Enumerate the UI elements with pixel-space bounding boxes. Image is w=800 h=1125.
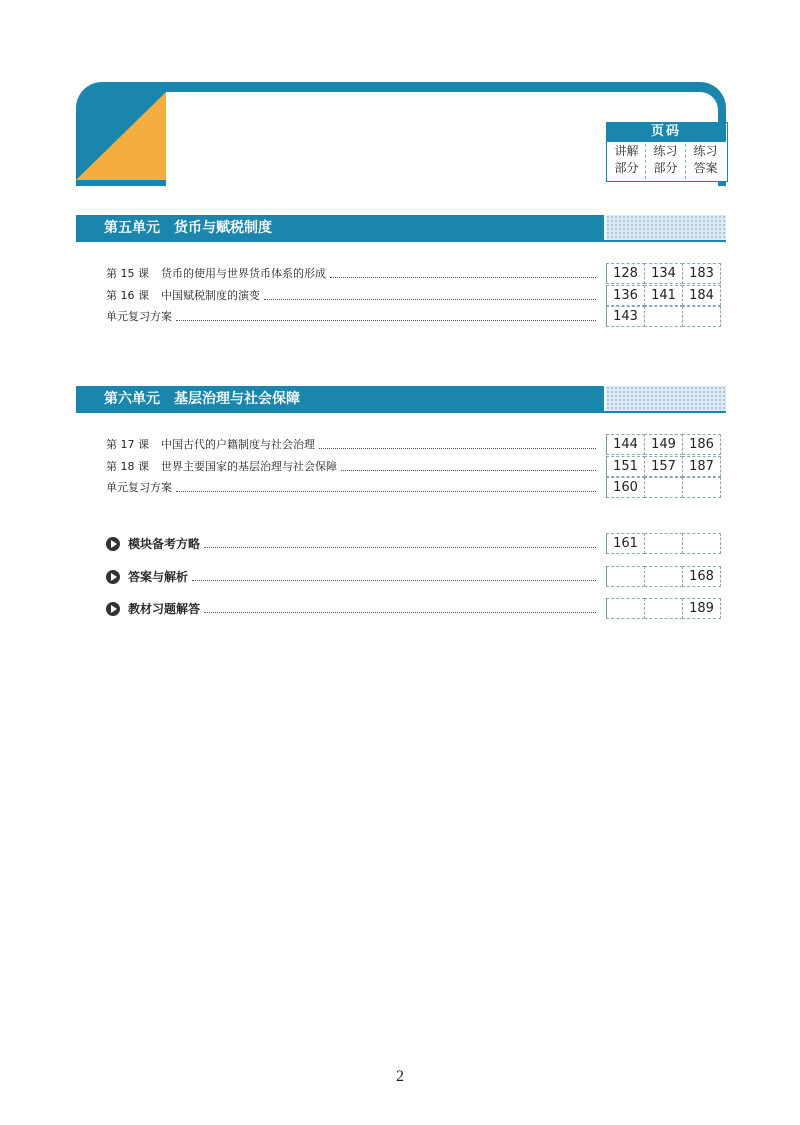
page-answer: 168 bbox=[682, 566, 721, 587]
page-lecture bbox=[606, 598, 645, 619]
page-cells bbox=[606, 434, 724, 455]
toc-entry[interactable]: 第 15 课 货币的使用与世界货币体系的形成 bbox=[106, 263, 600, 285]
heading-dot-pattern bbox=[606, 386, 726, 412]
page-practice bbox=[644, 477, 683, 498]
heading-dot-pattern bbox=[606, 215, 726, 241]
page-answer: 184 bbox=[682, 285, 721, 306]
dot-leader bbox=[330, 277, 596, 278]
page-answer bbox=[682, 533, 721, 554]
dot-leader bbox=[176, 491, 596, 492]
page-cells bbox=[606, 263, 724, 284]
page-lecture: 136 bbox=[606, 285, 645, 306]
page-cells bbox=[606, 477, 724, 498]
page-answer: 186 bbox=[682, 434, 721, 455]
toc-entry[interactable]: 第 17 课 中国古代的户籍制度与社会治理 bbox=[106, 434, 600, 456]
module-entry[interactable]: 教材习题解答 bbox=[106, 598, 600, 620]
page-index-col-practice: 练习 部分 bbox=[653, 144, 678, 175]
page-lecture: 151 bbox=[606, 456, 645, 477]
page-answer: 187 bbox=[682, 456, 721, 477]
play-arrow-icon bbox=[106, 570, 120, 584]
page-number: 2 bbox=[396, 1068, 404, 1085]
page-practice bbox=[644, 566, 683, 587]
page-answer bbox=[682, 306, 721, 327]
module-entry[interactable]: 模块备考方略 bbox=[106, 533, 600, 555]
toc-entry[interactable]: 第 18 课 世界主要国家的基层治理与社会保障 bbox=[106, 456, 600, 478]
play-arrow-icon bbox=[106, 602, 120, 616]
unit-heading: 第五单元 货币与赋税制度 bbox=[76, 215, 604, 241]
dot-leader bbox=[204, 612, 596, 613]
toc-entry[interactable]: 单元复习方案 bbox=[106, 306, 600, 328]
page-cells bbox=[606, 533, 724, 554]
page-index-title: 页码 bbox=[606, 122, 726, 142]
page-practice: 157 bbox=[644, 456, 683, 477]
page-practice: 141 bbox=[644, 285, 683, 306]
toc-entry[interactable]: 第 16 课 中国赋税制度的演变 bbox=[106, 285, 600, 307]
dot-leader bbox=[264, 299, 596, 300]
page-cells bbox=[606, 306, 724, 327]
unit-heading: 第六单元 基层治理与社会保障 bbox=[76, 386, 604, 412]
page-cells bbox=[606, 456, 724, 477]
page-practice: 149 bbox=[644, 434, 683, 455]
page-lecture: 128 bbox=[606, 263, 645, 284]
page-answer bbox=[682, 477, 721, 498]
dot-leader bbox=[204, 547, 596, 548]
heading-underline bbox=[76, 240, 726, 242]
page-practice bbox=[644, 533, 683, 554]
page-lecture: 160 bbox=[606, 477, 645, 498]
page-index-col-answers: 练习 答案 bbox=[693, 144, 718, 175]
dot-leader bbox=[341, 470, 596, 471]
toc-entry[interactable]: 单元复习方案 bbox=[106, 477, 600, 499]
page-practice bbox=[644, 306, 683, 327]
play-arrow-icon bbox=[106, 537, 120, 551]
module-entry[interactable]: 答案与解析 bbox=[106, 566, 600, 588]
page-answer: 183 bbox=[682, 263, 721, 284]
page-cells bbox=[606, 566, 724, 587]
page-lecture: 161 bbox=[606, 533, 645, 554]
page-cells bbox=[606, 285, 724, 306]
heading-underline bbox=[76, 411, 726, 413]
page-answer: 189 bbox=[682, 598, 721, 619]
page-cells bbox=[606, 598, 724, 619]
page-lecture: 143 bbox=[606, 306, 645, 327]
page-lecture: 144 bbox=[606, 434, 645, 455]
page-index-col-lecture: 讲解 部分 bbox=[614, 144, 639, 175]
page-lecture bbox=[606, 566, 645, 587]
header-corner-triangle bbox=[76, 92, 166, 180]
page-practice bbox=[644, 598, 683, 619]
page-practice: 134 bbox=[644, 263, 683, 284]
dot-leader bbox=[192, 580, 596, 581]
dot-leader bbox=[176, 320, 596, 321]
dot-leader bbox=[319, 448, 596, 449]
